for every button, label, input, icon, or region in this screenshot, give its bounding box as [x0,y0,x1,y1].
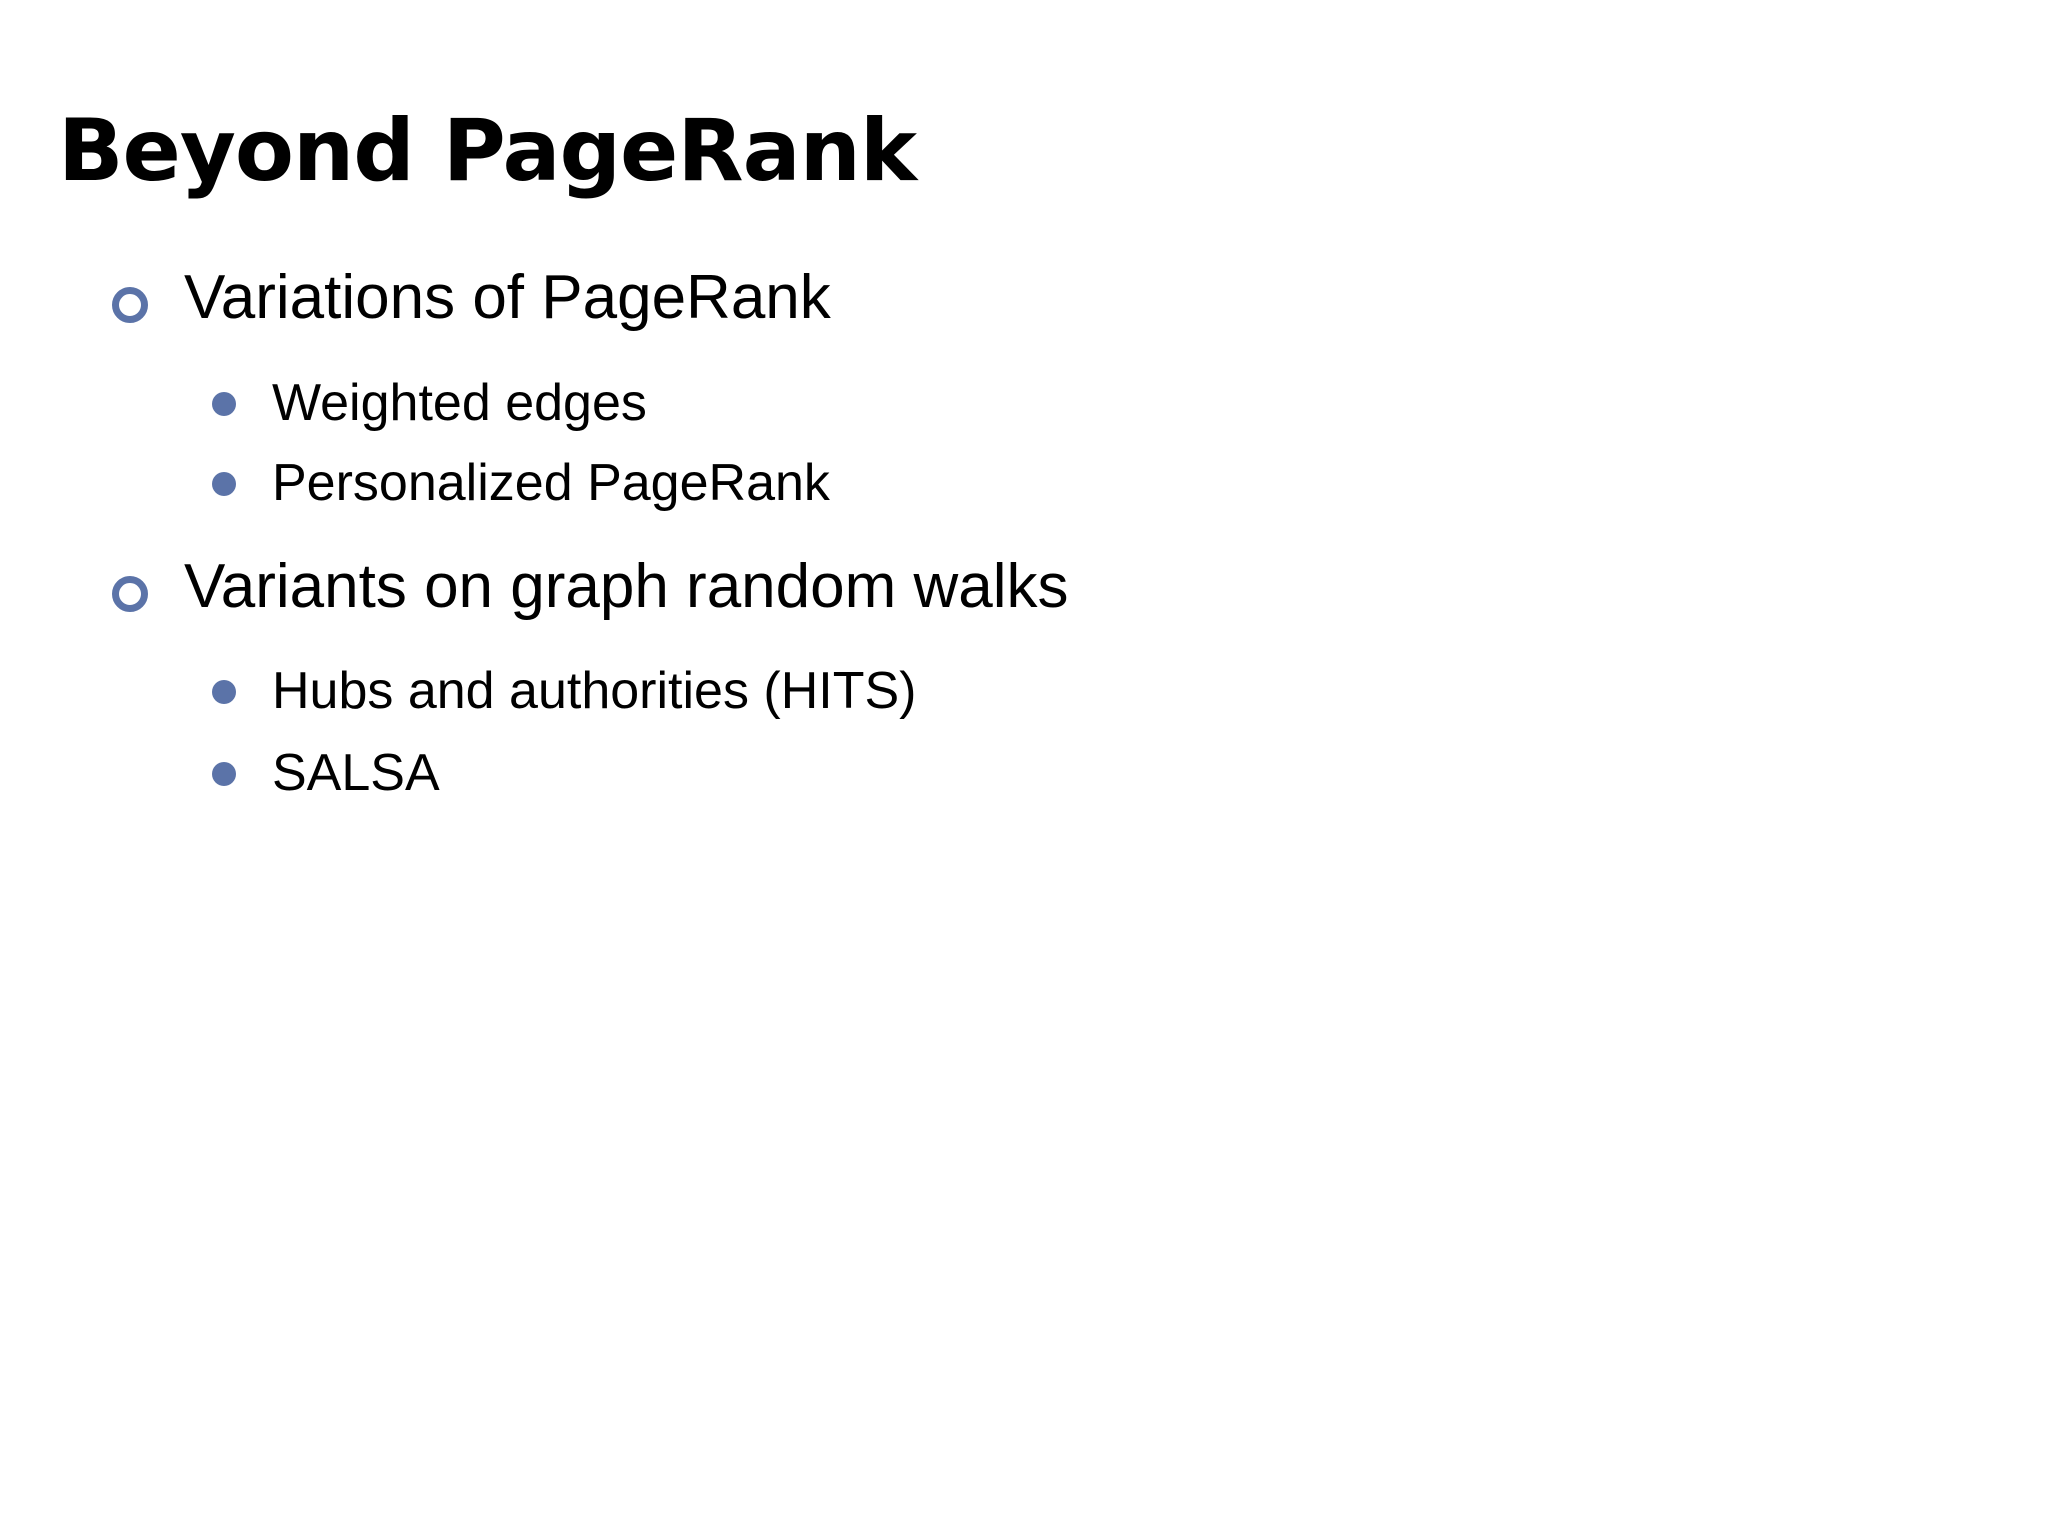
ring-bullet-icon [112,576,148,612]
dot-bullet-icon [212,762,236,786]
bullet-item: Variants on graph random walks [184,552,1069,621]
dot-bullet-icon [212,680,236,704]
dot-bullet-icon [212,472,236,496]
sub-bullet-item: SALSA [272,744,440,802]
ring-bullet-icon [112,287,148,323]
sub-bullet-item: Hubs and authorities (HITS) [272,662,917,720]
dot-bullet-icon [212,392,236,416]
bullet-item: Variations of PageRank [184,263,831,332]
sub-bullet-item: Weighted edges [272,374,647,432]
slide-title: Beyond PageRank [58,101,917,201]
sub-bullet-item: Personalized PageRank [272,454,830,512]
